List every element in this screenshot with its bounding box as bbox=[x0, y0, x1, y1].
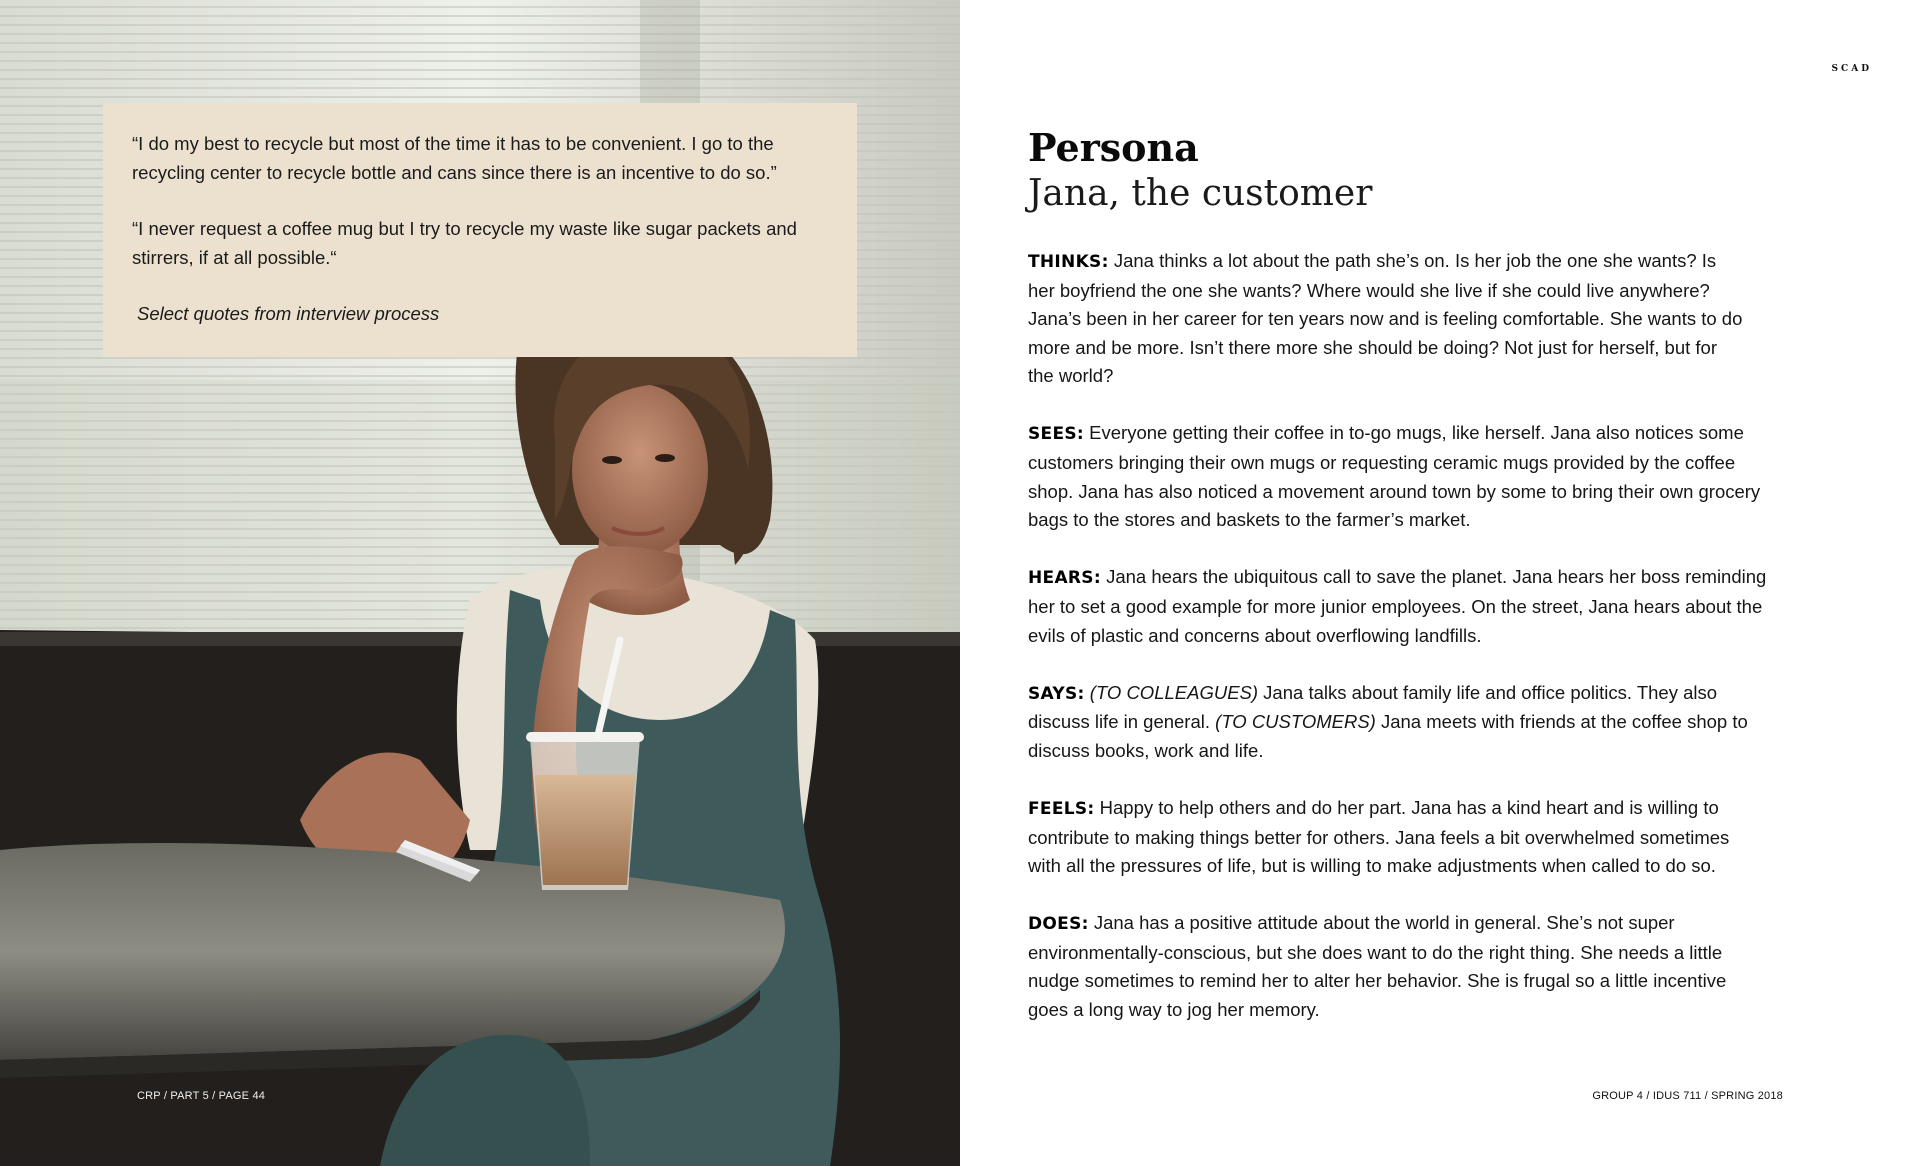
persona-subtitle: Jana, the customer bbox=[1028, 173, 1373, 214]
section-says-aside-colleagues: (TO COLLEAGUES) bbox=[1089, 681, 1259, 703]
section-says bbox=[1028, 679, 1780, 766]
section-thinks-text: Jana thinks a lot about the path she’s on. Is her job the one she wants? Is her boyfriend the one she wants? Where would she live if she could live anywhere? Jana’s been in her career for ten years now and is feeling comfortable. She wants to do more and be more. Isn’t there more she should be doing? Not just for herself, but for the world? bbox=[1028, 250, 1743, 387]
quote-coffee-mug: “I never request a coffee mug but I try to recycle my waste like sugar packets and stirrers, if at all possible.“ bbox=[132, 218, 797, 268]
section-says-aside-customers: (TO CUSTOMERS) bbox=[1215, 711, 1376, 733]
section-sees bbox=[1028, 419, 1780, 534]
section-says-text-colleagues: Jana talks about family life and office politics. They also discuss life in general. bbox=[1028, 681, 1718, 733]
persona-empathy-sections bbox=[1028, 247, 1780, 1053]
scad-logo: SCAD bbox=[1831, 64, 1872, 74]
quotes-caption: Select quotes from interview process bbox=[137, 303, 440, 324]
section-hears bbox=[1028, 563, 1780, 650]
section-feels bbox=[1028, 794, 1758, 881]
interview-quotes-box bbox=[103, 103, 857, 357]
page-footer-right: GROUP 4 / IDUS 711 / SPRING 2018 bbox=[1592, 1090, 1783, 1102]
section-sees-label: SEES: bbox=[1028, 424, 1085, 445]
section-feels-label: FEELS: bbox=[1028, 798, 1095, 819]
section-says-text-customers: Jana meets with friends at the coffee shop to discuss books, work and life. bbox=[1028, 711, 1748, 761]
section-thinks bbox=[1028, 247, 1744, 391]
section-thinks-label: THINKS: bbox=[1028, 252, 1109, 272]
section-does bbox=[1028, 909, 1758, 1024]
page-title: Persona bbox=[1028, 125, 1199, 170]
page-footer-left: CRP / PART 5 / PAGE 44 bbox=[137, 1090, 266, 1102]
section-hears-label: HEARS: bbox=[1028, 568, 1101, 589]
section-feels-text: Happy to help others and do her part. Jana has a kind heart and is willing to contribute to making things better for others. Jana feels a bit overwhelmed sometimes with all the pressures of life, but is willing to make adjustments when called to do so. bbox=[1028, 796, 1730, 877]
section-sees-text: Everyone getting their coffee in to-go mugs, like herself. Jana also notices some customers bringing their own mugs or requesting ceramic mugs provided by the coffee shop. Jana has also noticed a movement around town by some to bring their own grocery bags to the stores and baskets to the farmer’s market. bbox=[1028, 422, 1761, 531]
section-does-label: DOES: bbox=[1028, 914, 1089, 935]
section-hears-text: Jana hears the ubiquitous call to save the planet. Jana hears her boss reminding her to set a good example for more junior employees. On the street, Jana hears about the evils of plastic and concerns about overflowing landfills. bbox=[1028, 566, 1767, 646]
section-says-label: SAYS: bbox=[1028, 683, 1085, 704]
quote-recycling-center: “I do my best to recycle but most of the time it has to be convenient. I go to the recycling center to recycle bottle and cans since there is an incentive to do so.” bbox=[132, 133, 777, 183]
section-does-text: Jana has a positive attitude about the world in general. She’s not super environmentally-conscious, but she does want to do the right thing. She needs a little nudge sometimes to remind her to alter her behavior. She is frugal so a little incentive goes a long way to jog her memory. bbox=[1028, 912, 1727, 1020]
